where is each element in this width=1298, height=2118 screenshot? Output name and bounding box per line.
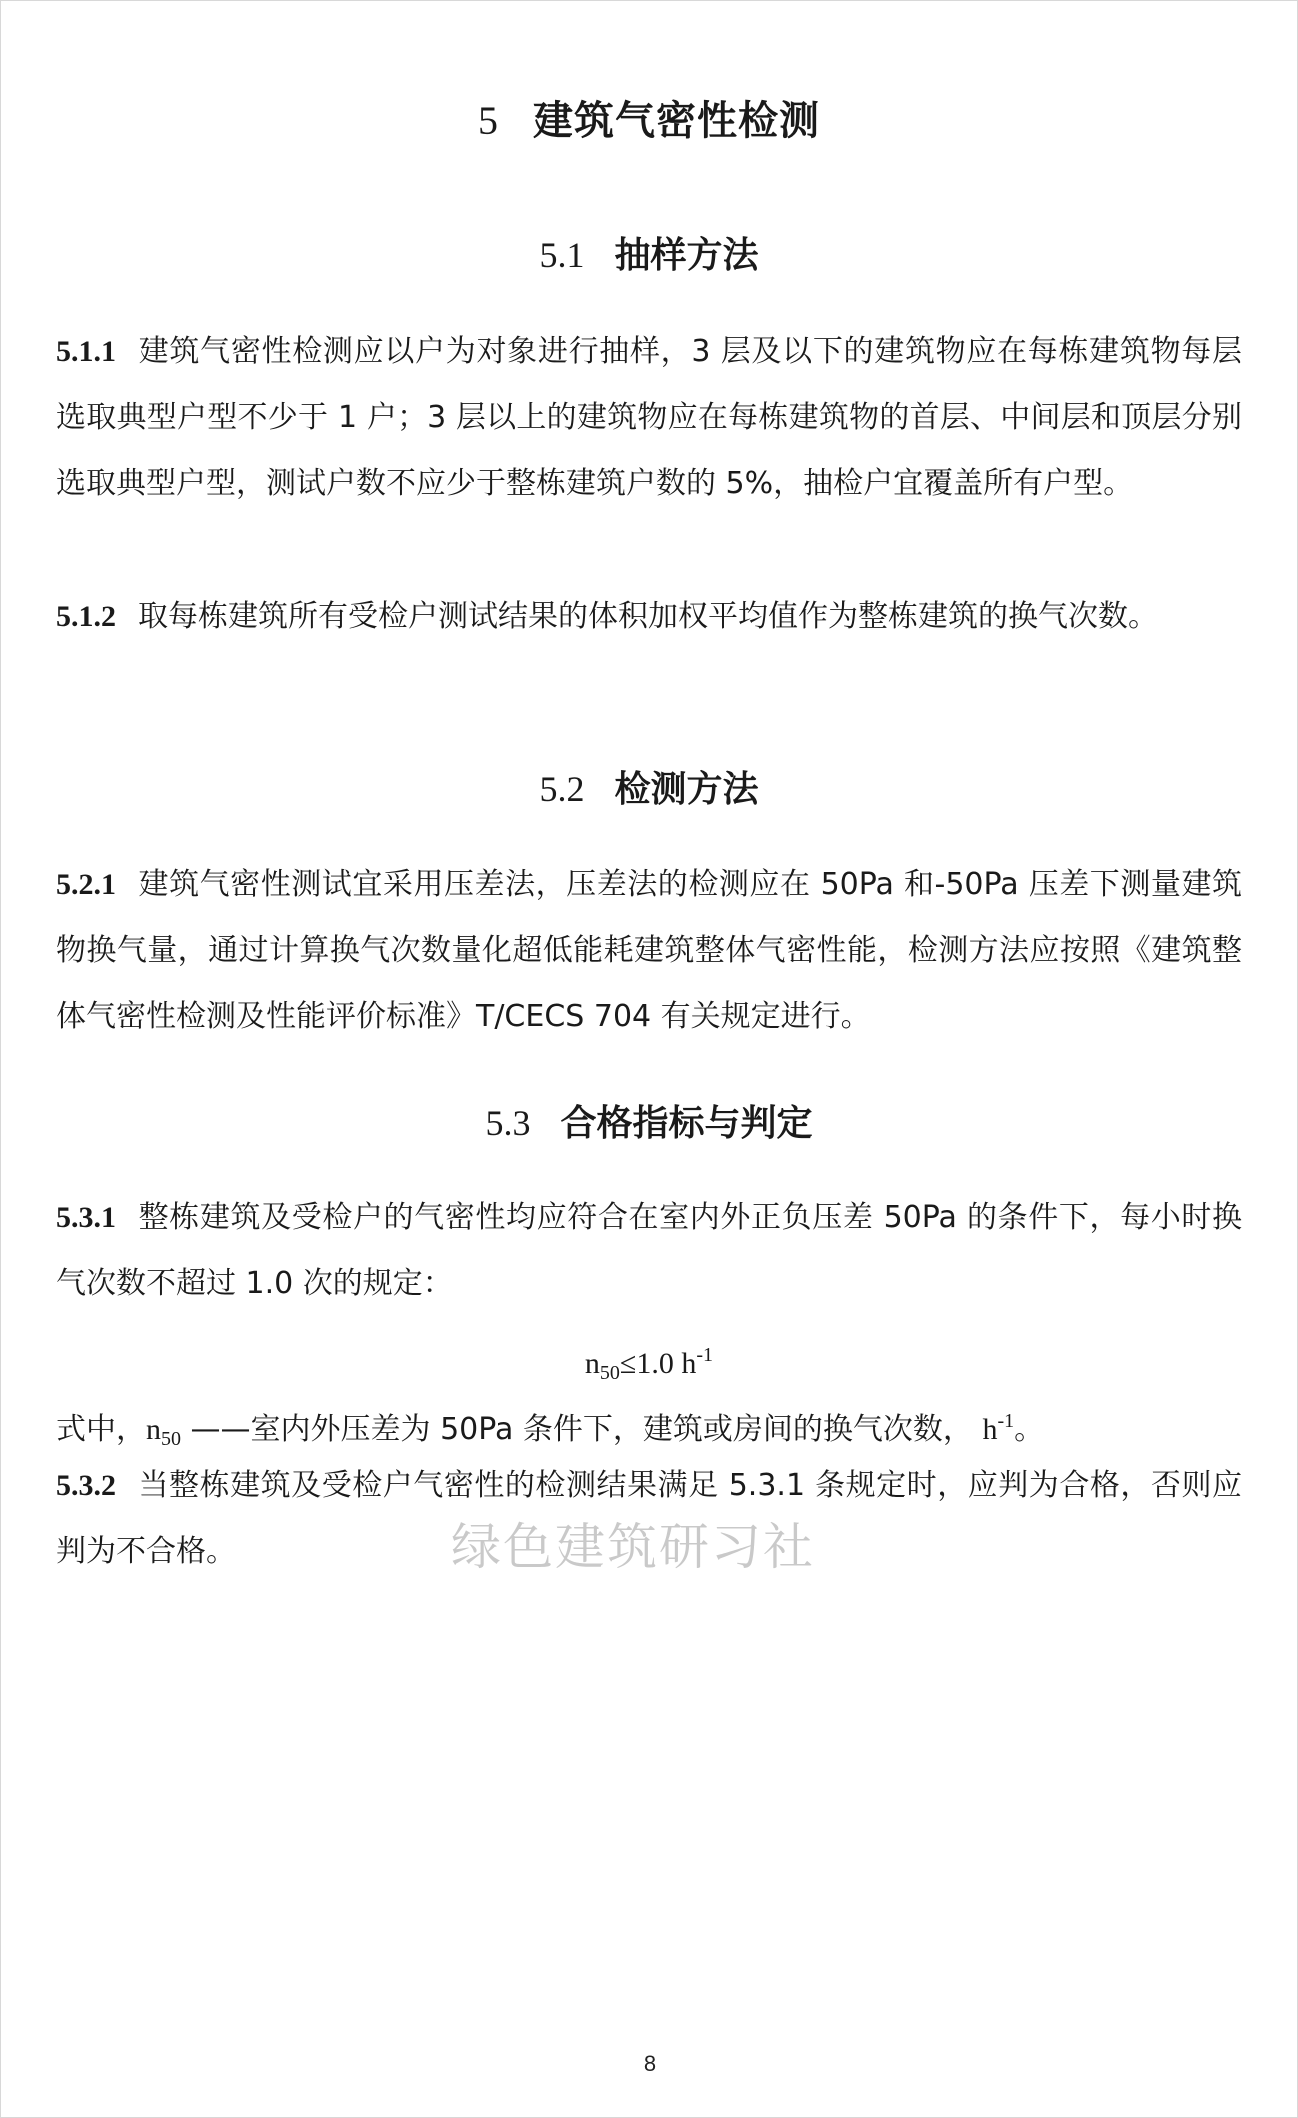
watermark-text: 绿色建筑研习社 (451, 1518, 815, 1576)
section-title-text: 检测方法 (614, 769, 759, 810)
clause-text: 当整栋建筑及受检户气密性的检测结果满足 5.3.1 条规定时，应判为合格，否则应判为不合格。 (56, 1468, 1242, 1569)
clause-5-1-1 (56, 319, 1242, 517)
section-title-5-1 (56, 227, 1242, 278)
where-prefix: 式中， (56, 1412, 146, 1447)
where-subscript: 50 (161, 1428, 181, 1450)
clause-text: 取每栋建筑所有受检户测试结果的体积加权平均值作为整栋建筑的换气次数。 (138, 599, 1158, 634)
formula-where-line (56, 1401, 1242, 1459)
section-title-text: 合格指标与判定 (560, 1103, 813, 1144)
clause-text: 建筑气密性测试宜采用压差法，压差法的检测应在 50Pa 和-50Pa 压差下测量建筑物换气量，通过计算换气次数量化超低能耗建筑整体气密性能，检测方法应按照《建筑整体气密性检测及性能评价标准》T/CECS 704 有关规定进行。 (56, 867, 1242, 1034)
chapter-title (56, 89, 1242, 146)
clause-text: 整栋建筑及受检户的气密性均应符合在室内外正负压差 50Pa 的条件下，每小时换气次数不超过 1.0 次的规定： (56, 1200, 1242, 1301)
section-number: 5.1 (539, 235, 585, 275)
where-definition: ——室内外压差为 50Pa 条件下，建筑或房间的换气次数， (181, 1412, 983, 1447)
clause-5-1-2 (56, 584, 1242, 650)
where-symbol: n (146, 1413, 161, 1446)
formula (56, 1335, 1242, 1393)
clause-number: 5.1.2 (56, 600, 116, 633)
clause-number: 5.1.1 (56, 335, 116, 368)
section-number: 5.2 (539, 769, 585, 809)
where-suffix: 。 (1014, 1412, 1045, 1447)
clause-text: 建筑气密性检测应以户为对象进行抽样，3 层及以下的建筑物应在每栋建筑物每层选取典型户型不少于 1 户；3 层以上的建筑物应在每栋建筑物的首层、中间层和顶层分别选取典型户型，测试户数不应少于整栋建筑户数的 5%，抽检户宜覆盖所有户型。 (56, 334, 1242, 501)
section-number: 5.3 (485, 1103, 531, 1143)
formula-relation: ≤1.0 h (619, 1347, 697, 1380)
where-unit-superscript: -1 (997, 1410, 1015, 1432)
clause-number: 5.3.2 (56, 1469, 116, 1502)
formula-symbol: n (584, 1347, 600, 1380)
clause-number: 5.2.1 (56, 868, 116, 901)
page-number: 8 (643, 2051, 657, 2076)
formula-subscript: 50 (599, 1362, 620, 1384)
chapter-title-text: 建筑气密性检测 (533, 98, 820, 144)
section-title-5-3 (56, 1095, 1242, 1146)
section-title-5-2 (56, 761, 1242, 812)
clause-number: 5.3.1 (56, 1201, 116, 1234)
where-unit: h (982, 1413, 998, 1446)
clause-5-2-1 (56, 852, 1242, 1050)
formula-superscript: -1 (696, 1344, 714, 1366)
clause-5-3-1 (56, 1185, 1242, 1317)
section-title-text: 抽样方法 (614, 235, 759, 276)
chapter-number: 5 (478, 98, 499, 143)
